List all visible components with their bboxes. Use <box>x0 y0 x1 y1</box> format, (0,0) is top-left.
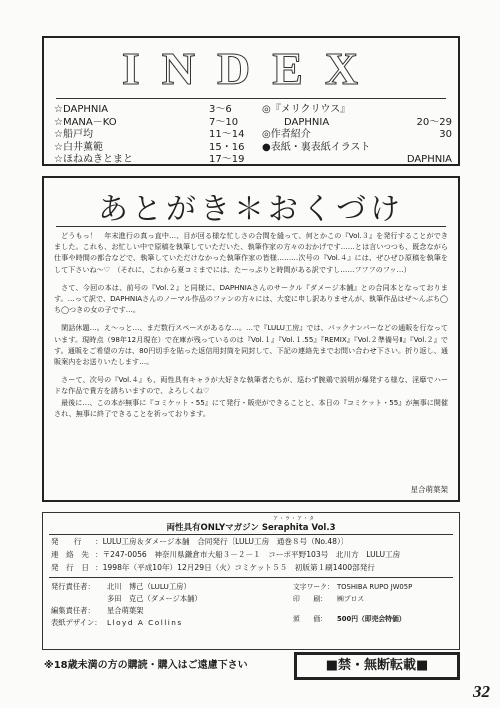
index-title: INDEX <box>121 43 381 94</box>
colophon-value: ：〒247-0056 神奈川県鎌倉市大船３－２－１ コーポ平野103号 北川方 LULU工房 <box>95 550 401 559</box>
index-entry <box>262 129 452 142</box>
colophon-staff-right <box>293 581 455 625</box>
staff-row <box>51 593 271 605</box>
index-entry-title: ☆ほねぬきとまと <box>54 154 133 165</box>
index-entry-title: ☆DAPHNIA <box>54 104 109 115</box>
no-reprint-notice: ■禁・無断転載■ <box>294 652 460 680</box>
index-entry-pages: 7～10 <box>209 116 239 128</box>
staff-row <box>51 605 271 617</box>
colophon-label: 発 行 <box>51 537 82 546</box>
index-left-column <box>54 104 259 167</box>
colophon-row <box>51 562 375 574</box>
staff-label: 印 刷： <box>293 595 327 603</box>
colophon-value: ：LULU工房＆ダメージ本舗 合同発行〔LULU工房 通巻８号（No.48）〕 <box>95 537 349 546</box>
page-number: 32 <box>473 682 490 701</box>
index-entry-pages: 15・16 <box>209 141 245 153</box>
index-entry-title: ◎作者紹介 <box>262 129 311 140</box>
index-entry <box>262 154 452 167</box>
index-entry <box>262 117 452 130</box>
staff-row <box>293 613 455 625</box>
staff-row <box>51 617 271 629</box>
afterword-box <box>42 176 460 502</box>
staff-value: 500円（即売会特価） <box>337 615 406 623</box>
index-entry-title: DAPHNIA <box>406 154 452 165</box>
staff-value: 星合萌葉架 <box>107 606 144 615</box>
colophon-staff-left <box>51 581 271 629</box>
index-entry <box>262 142 452 155</box>
afterword-paragraph: 閑話休題…。え～っと…、まだ数行スペースがあるな…。…で『LULU工房』では、バックナンバーなどの通販を行なっています。現時点（98年12月現在）で在庫が残っているのは『Vol.１』『Vol.１.55』『REMIX』『Vol.２準備号Ⅱ』『Vol.２』です。通販をご希望の方は、80円切手を貼った返信用封筒を同封して、下記の連絡先までお問い合わせ下さい。折り返し、通販案内をお送りいたします…。 <box>54 323 448 367</box>
index-right-column <box>262 104 452 167</box>
colophon-label: 発 行 日 <box>51 563 89 572</box>
index-divider <box>56 98 446 99</box>
afterword-paragraph: さて、今回の本は、前号の『Vol.２』と同様に、DAPHNIAさんのサークル『ダメージ本舗』との合同本となっております。…って訳で、DAPHNIAさんのノーマル作品のファンの方々には、大変に申し訳ありませんが、執筆作品はぜ～んぶち◯ち◯つきの女の子です…。 <box>54 282 448 315</box>
afterword-paragraph: どうもっ！ 年末進行の真っ直中…、目が回る様な忙しさの合間を縫って、何とかこの『Vol.３』を発行することができました。これも、お忙しい中で原稿を執筆していただいた、執筆作家の方々のおかげです……とは言いつつも、既念ながら仕事や時間の都合などで、執筆していただけなかった執筆作家の皆様………次号の『Vol.４』には、ぜひぜひ原稿を執筆をして下さいね～♡ （それに、これから夏コミまでには、たーっぷりと時間がある訳ですし……フフフのフッ…） <box>54 231 448 274</box>
staff-row <box>293 581 455 593</box>
colophon-value: ：1998年（平成10年）12月29日（火）コミケット５５ 初版第１刷1400部発行 <box>95 563 375 572</box>
staff-value: Lloyd A Collins <box>107 618 183 627</box>
staff-label: 編集責任者： <box>51 606 95 615</box>
index-entry-pages: 30 <box>439 129 452 140</box>
index-entry <box>54 104 259 117</box>
colophon-title-ruby: ア・ラ・ア・タ <box>273 516 316 522</box>
afterword-title: あとがき＊おくづけ <box>98 192 404 227</box>
index-entry-title: ●表紙・裏表紙イラスト <box>262 141 371 153</box>
staff-value: TOSHIBA RUPO JW05P <box>337 583 413 591</box>
colophon-divider-top <box>49 534 453 535</box>
colophon-row <box>51 536 348 548</box>
colophon-title: 両性具有ONLYマガジン Seraphita Vol.3 <box>166 523 336 533</box>
index-entry <box>54 142 259 155</box>
staff-label: 文字ワーク： <box>293 583 334 591</box>
staff-row <box>293 593 455 605</box>
staff-label: 発行責任者： <box>51 582 95 591</box>
colophon-label: 連 絡 先 <box>51 550 89 559</box>
index-entry-pages: 17～19 <box>209 154 245 165</box>
index-entry-title: DAPHNIA <box>284 116 330 128</box>
colophon-divider-mid <box>49 577 453 578</box>
afterword-divider <box>56 226 446 227</box>
staff-label: 頒 価： <box>293 615 327 623</box>
afterword-paragraph: さーて、次号の『Vol.４』も、両性具有キャラが大好きな執筆者たちが、巡わず腕鶏で説明が爆発する様な、淫靡でハードな作品で貴方を誘ちいますので、よろしくね♡ <box>54 375 448 396</box>
index-box <box>42 36 460 166</box>
staff-value: ㈱プロス <box>337 595 365 603</box>
index-entry-pages: 3～6 <box>209 104 232 115</box>
index-entry-title: ☆白井薫範 <box>54 141 103 153</box>
index-entry <box>262 104 452 117</box>
index-entry <box>54 117 259 130</box>
afterword-paragraph: 最後に…、この本が無事に『コミケット・55』にて発行・販売ができることと、本日の『コミケット・55』が無事に開催され、無事に終了できることを祈っております。 <box>54 397 448 418</box>
staff-label: 表紙デザイン： <box>51 618 102 627</box>
afterword-body <box>54 230 448 419</box>
colophon-row <box>51 549 400 561</box>
age-notice: ※18歳未満の方の購読・購入はご遠慮下さい <box>44 660 248 671</box>
index-entry-title: ☆MANA－KO <box>54 116 117 128</box>
staff-row <box>51 581 271 593</box>
index-entry-title: ☆船戸均 <box>54 129 93 140</box>
staff-value: 北川 博己（LULU工房） <box>107 582 191 591</box>
colophon-box <box>42 512 460 650</box>
staff-value: 多田 克己（ダメージ本舗） <box>107 594 202 603</box>
index-entry-pages: 20～29 <box>416 116 452 128</box>
index-entry-title: ◎『メリクリウス』 <box>262 104 351 115</box>
index-entry <box>54 154 259 167</box>
index-entry <box>54 129 259 142</box>
afterword-signature: 星合萌葉架 <box>410 485 448 494</box>
index-entry-pages: 11～14 <box>209 129 245 140</box>
